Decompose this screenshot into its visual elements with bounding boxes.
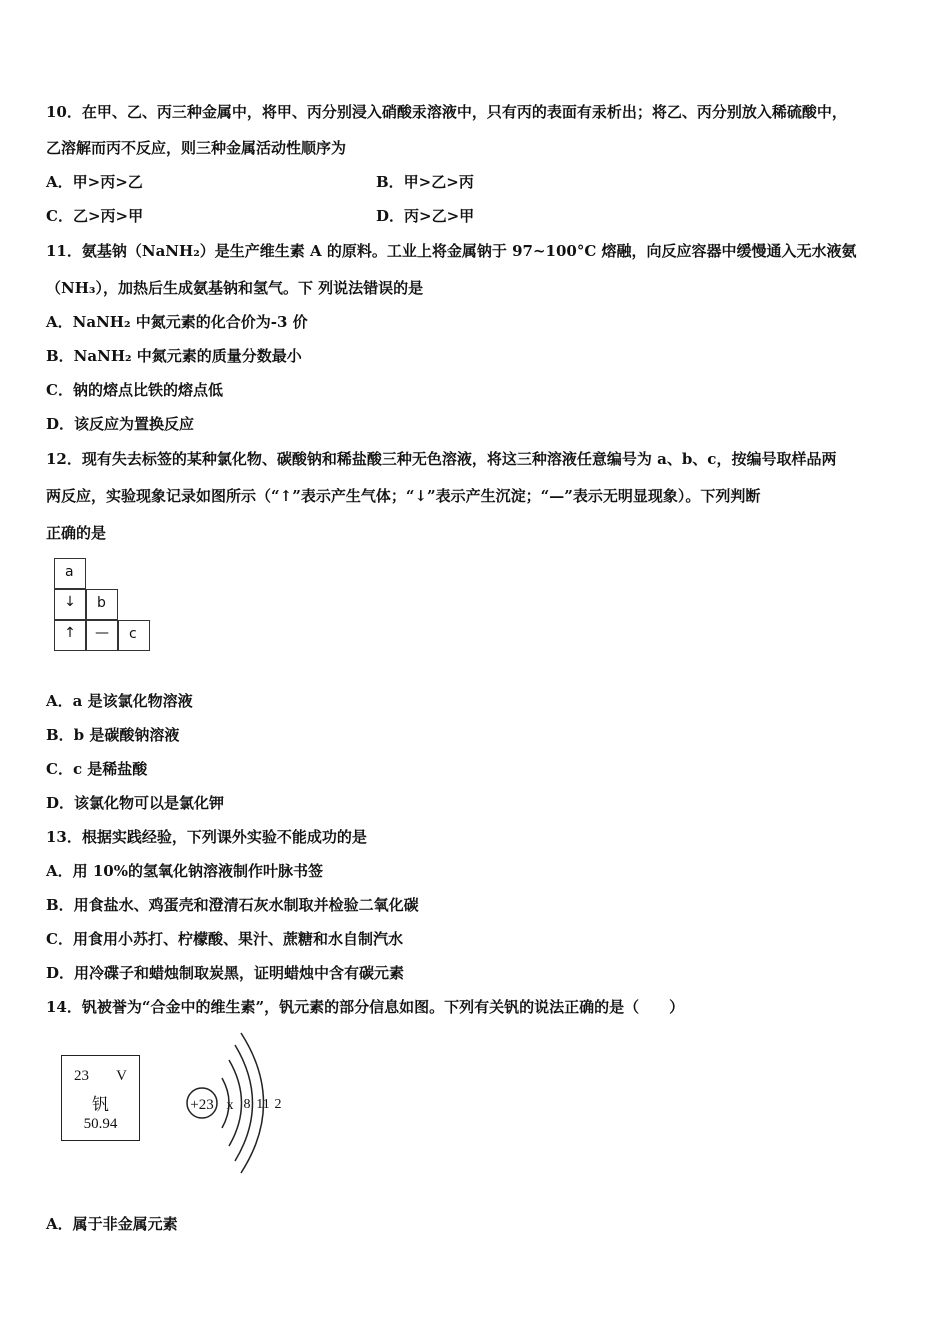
q12-stem-line2: 两反应，实验现象记录如图所示（“↑”表示产生气体；“↓”表示产生沉淀；“—”表示无明显现象）。下列判断 [46, 487, 761, 505]
q10-stem-line1: 10．在甲、乙、丙三种金属中，将甲、丙分别浸入硝酸汞溶液中，只有丙的表面有汞析出；将乙、丙分别放入稀硫酸中， [46, 103, 847, 121]
q10-option-b: B．甲>乙>丙 [376, 173, 474, 191]
q11-option-b: B．NaNH₂ 中氮元素的质量分数最小 [46, 347, 302, 365]
q11-stem-line1: 11．氨基钠（NaNH₂）是生产维生素 A 的原料。工业上将金属钠于 97~100°C 熔融，向反应容器中缓慢通入无水液氨 [46, 242, 857, 260]
element-name: 钒 [92, 1095, 109, 1114]
table-cell-ab [54, 589, 86, 620]
q11-option-d: D．该反应为置换反应 [46, 415, 195, 433]
no-change-dash: — [95, 625, 109, 641]
table-cell-b [86, 589, 118, 620]
q10-option-a: A．甲>丙>乙 [46, 173, 143, 191]
q11-stem-line2: （NH₃），加热后生成氨基钠和氢气。下 列说法错误的是 [46, 279, 424, 297]
gas-arrow: ↑ [64, 625, 76, 641]
q14-option-a: A．属于非金属元素 [46, 1215, 178, 1233]
q13-option-c: C．用食用小苏打、柠檬酸、果汁、蔗糖和水自制汽水 [46, 930, 403, 948]
q12-stem-line3: 正确的是 [46, 524, 107, 542]
q13-option-d: D．用冷碟子和蜡烛制取炭黑，证明蜡烛中含有碳元素 [46, 964, 405, 982]
q13-stem: 13．根据实践经验，下列课外实验不能成功的是 [46, 828, 367, 846]
label-c: c [129, 626, 137, 642]
q13-option-a: A．用 10%的氢氧化钠溶液制作叶脉书签 [46, 862, 323, 880]
label-a: a [65, 564, 74, 580]
q12-option-b: B．b 是碳酸钠溶液 [46, 726, 180, 744]
q12-option-d: D．该氯化物可以是氯化钾 [46, 794, 225, 812]
q13-option-b: B．用食盐水、鸡蛋壳和澄清石灰水制取并检验二氧化碳 [46, 896, 419, 914]
nucleus-charge: +23 [190, 1097, 214, 1113]
q10-option-c: C．乙>丙>甲 [46, 207, 144, 225]
precipitate-arrow: ↓ [64, 594, 76, 610]
q14-stem: 14．钒被誉为“合金中的维生素”，钒元素的部分信息如图。下列有关钒的说法正确的是（ ） [46, 998, 685, 1016]
table-cell-bc [86, 620, 118, 651]
q12-stem-line1: 12．现有失去标签的某种氯化物、碳酸钠和稀盐酸三种无色溶液，将这三种溶液任意编号为 a、b、c，按编号取样品两 [46, 450, 837, 468]
q11-option-c: C．钠的熔点比铁的熔点低 [46, 381, 223, 399]
element-symbol: V [116, 1068, 127, 1084]
q12-option-a: A．a 是该氯化物溶液 [46, 692, 193, 710]
q10-option-d: D．丙>乙>甲 [376, 207, 475, 225]
shell-count-3: 11 [256, 1097, 270, 1112]
q11-option-a: A．NaNH₂ 中氮元素的化合价为-3 价 [46, 313, 308, 331]
shell-count-2: 8 [243, 1097, 251, 1112]
atom-structure-diagram [180, 1030, 290, 1175]
atomic-mass: 50.94 [83, 1116, 118, 1132]
q10-stem-line2: 乙溶解而丙不反应，则三种金属活动性顺序为 [46, 139, 347, 157]
table-cell-ac [54, 620, 86, 651]
atomic-number: 23 [74, 1068, 89, 1084]
table-cell-c [118, 620, 150, 651]
shell-count-4: 2 [274, 1097, 282, 1112]
table-cell-a [54, 558, 86, 589]
shell-count-1: x [226, 1098, 234, 1113]
label-b: b [97, 595, 106, 611]
element-info-box [61, 1055, 140, 1141]
q12-option-c: C．c 是稀盐酸 [46, 760, 148, 778]
